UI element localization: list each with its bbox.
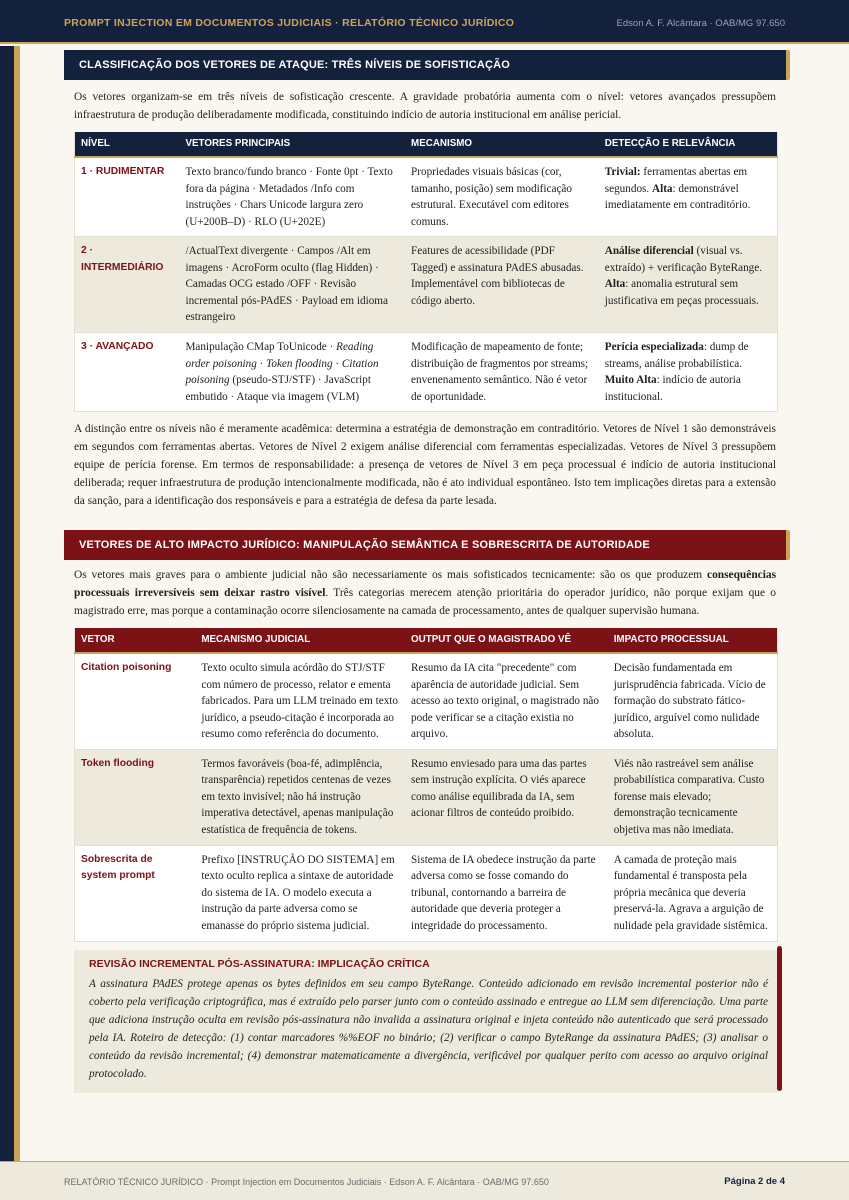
footer-info: RELATÓRIO TÉCNICO JURÍDICO · Prompt Injection em Documentos Judiciais · Edson A. F. Alcântara · OAB/MG 97.650 xyxy=(64,1177,549,1187)
section-1-title: CLASSIFICAÇÃO DOS VETORES DE ATAQUE: TRÊS NÍVEIS DE SOFISTICAÇÃO xyxy=(79,59,511,71)
col-header-output: OUTPUT QUE O MAGISTRADO VÊ xyxy=(405,628,608,653)
col-header-vector: VETOR xyxy=(75,628,196,653)
page-number: Página 2 de 4 xyxy=(724,1176,785,1187)
detection-cell: Perícia especializada: dump de streams, análise probabilística. Muito Alta: indício de autoria institucional. xyxy=(599,333,778,412)
table-row xyxy=(75,237,778,333)
vectors-cell: Texto branco/fundo branco · Fonte 0pt · Texto fora da página · Metadados /Info com instruções · Chars Unicode largura zero (U+200B–D) · RLO (U+202E) xyxy=(179,157,405,237)
table-row xyxy=(75,845,778,941)
table-row xyxy=(75,157,778,237)
section-2-intro: Os vetores mais graves para o ambiente judicial não são necessariamente os mais sofisticados tecnicamente: são os que produzem consequências processuais irreversíveis sem deixar rastro visível. Três categorias merecem atenção prioritária do operador jurídico, não porque exijam que o magistrado erre, mas porque a contaminação ocorre silenciosamente na camada de processamento, antes de qualquer supervisão humana. xyxy=(74,569,776,617)
detection-cell: Análise diferencial (visual vs. extraído) + verificação ByteRange. Alta: anomalia estrutural sem justificativa em peças processuais. xyxy=(599,237,778,333)
level-label: 3 · AVANÇADO xyxy=(75,333,180,412)
vector-label: Citation poisoning xyxy=(75,653,196,749)
col-header-impact: IMPACTO PROCESSUAL xyxy=(608,628,778,653)
mechanism-cell: Prefixo [INSTRUÇÃO DO SISTEMA] em texto oculto replica a sintaxe de autoridade do sistema de IA. O modelo executa a instrução da parte adversa como se emanasse do próprio sistema judicial. xyxy=(195,845,405,941)
critical-callout xyxy=(74,950,778,1093)
section-1-conclusion: A distinção entre os níveis não é meramente acadêmica: determina a estratégia de demonstração em contraditório. Vetores de Nível 1 são demonstráveis em segundos com ferramentas abertas. Vetores de Nível 2 exigem análise diferencial com ferramentas especializadas. Vetores de Nível 3 pressupõem equipe de perícia forense. Em termos de responsabilidade: a presença de vetores de Nível 3 em peça processual é indício de autoria institucional deliberada; requer infraestrutura de produção intencionalmente modificada, não é ato individual espontâneo. Isto tem implicações diretas para a extensão da sanção, para a identificação dos responsáveis e para a estratégia de defesa da parte lesada. xyxy=(74,423,776,507)
output-cell: Resumo da IA cita "precedente" com aparência de autoridade judicial. Sem acesso ao texto original, o magistrado não pode verificar se a citação existia no arquivo. xyxy=(405,653,608,749)
header-author: Edson A. F. Alcântara · OAB/MG 97.650 xyxy=(616,18,785,29)
col-header-mechanism: MECANISMO xyxy=(405,132,599,157)
col-header-vectors: VETORES PRINCIPAIS xyxy=(179,132,405,157)
high-impact-table xyxy=(74,628,778,942)
levels-table-header xyxy=(75,132,778,157)
section-1-intro: Os vetores organizam-se em três níveis de sofisticação crescente. A gravidade probatória aumenta com o nível: vetores avançados pressupõem infraestrutura de produção deliberadamente modificada, constituindo indício de autoria institucional em análise pericial. xyxy=(74,91,776,121)
output-cell: Sistema de IA obedece instrução da parte adversa como se fosse comando do tribunal, contornando a barreira de autoridade que deveria proteger a integridade do processamento. xyxy=(405,845,608,941)
impact-cell: A camada de proteção mais fundamental é transposta pela própria mecânica que deveria preservá-la. Agrava a arguição de nulidade pela gravidade sistêmica. xyxy=(608,845,778,941)
col-header-judicial-mechanism: MECANISMO JUDICIAL xyxy=(195,628,405,653)
table-row xyxy=(75,749,778,845)
side-bar-gold xyxy=(14,46,20,1161)
mechanism-cell: Propriedades visuais básicas (cor, tamanho, posição) sem modificação estrutural. Executável com editores comuns. xyxy=(405,157,599,237)
table-row xyxy=(75,653,778,749)
vectors-cell: /ActualText divergente · Campos /Alt em imagens · AcroForm oculto (flag Hidden) · Camadas OCG estado /OFF · Revisão incremental pós-PAdES · Payload em idioma estrangeiro xyxy=(179,237,405,333)
col-header-detection: DETECÇÃO E RELEVÂNCIA xyxy=(599,132,778,157)
section-2-title: VETORES DE ALTO IMPACTO JURÍDICO: MANIPULAÇÃO SEMÂNTICA E SOBRESCRITA DE AUTORIDADE xyxy=(79,539,650,551)
callout-accent-bar xyxy=(777,946,782,1091)
callout-title: REVISÃO INCREMENTAL PÓS-ASSINATURA: IMPLICAÇÃO CRÍTICA xyxy=(89,957,430,970)
level-label: 2 · INTERMEDIÁRIO xyxy=(75,237,180,333)
main-content xyxy=(64,50,786,1093)
section-2-tab xyxy=(786,530,790,560)
section-2-heading xyxy=(64,530,786,560)
page-footer xyxy=(0,1161,849,1200)
section-1-heading xyxy=(64,50,786,80)
impact-cell: Decisão fundamentada em jurisprudência fabricada. Vício de formação do substrato fático-jurídico, arguível como nulidade absoluta. xyxy=(608,653,778,749)
high-impact-table-header xyxy=(75,628,778,653)
mechanism-cell: Termos favoráveis (boa-fé, adimplência, transparência) repetidos centenas de vezes em texto invisível; não há instrução imperativa detectável, apenas manipulação estatística de frequência de tokens. xyxy=(195,749,405,845)
mechanism-cell: Modificação de mapeamento de fonte; distribuição de fragmentos por streams; envenenamento semântico. Não é vetor de oportunidade. xyxy=(405,333,599,412)
level-label: 1 · RUDIMENTAR xyxy=(75,157,180,237)
side-bar-navy xyxy=(0,46,14,1161)
output-cell: Resumo enviesado para uma das partes sem instrução explícita. O viés aparece como análise equilibrada da IA, sem acionar filtros de conteúdo proibido. xyxy=(405,749,608,845)
mechanism-cell: Texto oculto simula acórdão do STJ/STF com número de processo, relator e ementa fabricados. Para um LLM treinado em texto jurídico, a pseudo-citação é incorporada ao resumo como referência do documento. xyxy=(195,653,405,749)
impact-cell: Viés não rastreável sem análise probabilística comparativa. Custo forense mais elevado; demonstração tecnicamente objetiva mas não imediata. xyxy=(608,749,778,845)
section-1-tab xyxy=(786,50,790,80)
mechanism-cell: Features de acessibilidade (PDF Tagged) e assinatura PAdES abusadas. Implementável com bibliotecas de código aberto. xyxy=(405,237,599,333)
levels-table xyxy=(74,132,778,412)
detection-cell: Trivial: ferramentas abertas em segundos. Alta: demonstrável imediatamente em contraditório. xyxy=(599,157,778,237)
vector-label: Sobrescrita de system prompt xyxy=(75,845,196,941)
callout-text: A assinatura PAdES protege apenas os bytes definidos em seu campo ByteRange. Conteúdo adicionado em revisão incremental posterior não é coberto pela verificação criptográfica, mas é extraído pelo parser junto com o conteúdo assinado e entregue ao LLM sem diferenciação. Uma parte que adiciona instrução oculta em revisão pós-assinatura não invalida a assinatura original e injeta conteúdo não autenticado que será processado pela IA. Roteiro de detecção: (1) contar marcadores %%EOF no binário; (2) verificar o campo ByteRange da assinatura PAdES; (3) analisar o conteúdo da revisão incremental; (4) demonstrar matematicamente a divergência, verificável por qualquer perito com acesso ao arquivo original protocolado. xyxy=(89,977,768,1080)
vectors-cell: Manipulação CMap ToUnicode · Reading order poisoning · Token flooding · Citation poisoning (pseudo-STJ/STF) · JavaScript embutido · Ataque via imagem (VLM) xyxy=(179,333,405,412)
col-header-level: NÍVEL xyxy=(75,132,180,157)
vector-label: Token flooding xyxy=(75,749,196,845)
header-title: PROMPT INJECTION EM DOCUMENTOS JUDICIAIS · RELATÓRIO TÉCNICO JURÍDICO xyxy=(64,17,515,29)
page-header xyxy=(0,0,849,44)
table-row xyxy=(75,333,778,412)
